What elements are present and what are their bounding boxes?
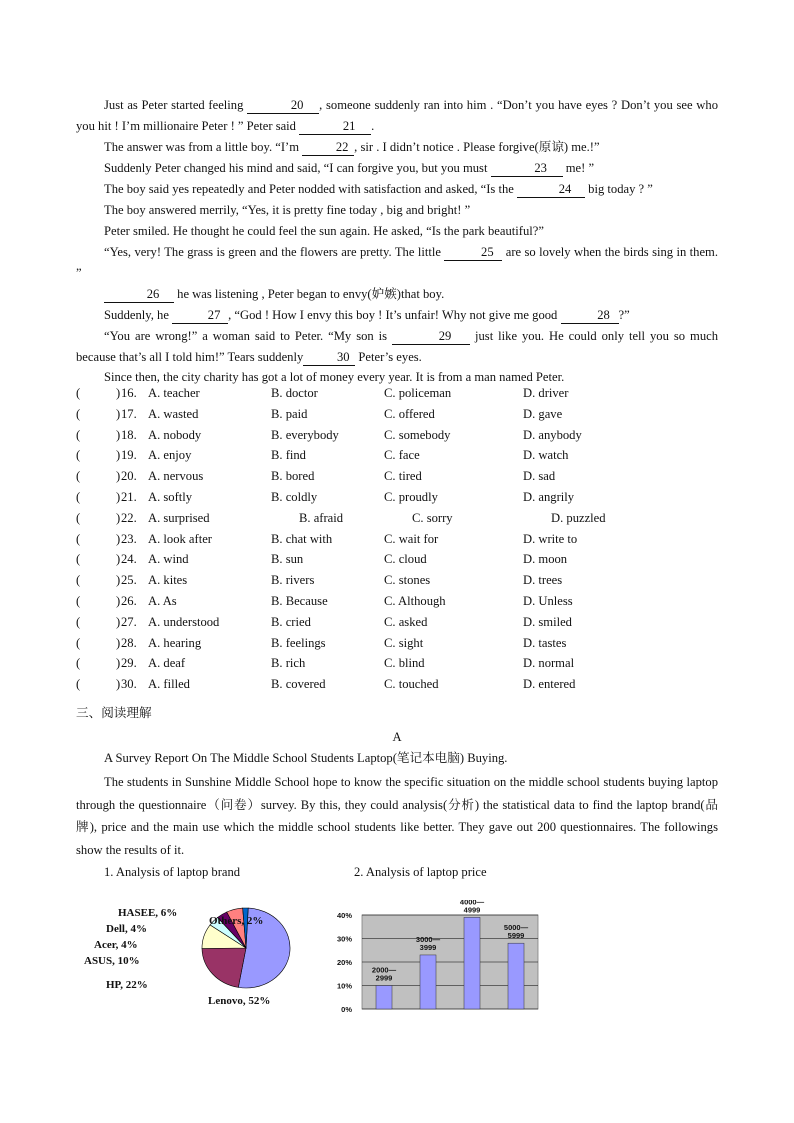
text: . <box>371 118 375 133</box>
y-tick-label: 10% <box>336 981 352 991</box>
bar-category-label: 3000— <box>415 934 441 944</box>
text: , sir . I didn’t notice . Please forgive(原谅) me.!” <box>354 140 600 154</box>
question-row <box>76 677 718 697</box>
option-c[interactable]: C. Although <box>384 594 446 608</box>
section-title: 三、阅读理解 <box>76 706 152 720</box>
answer-bracket-open[interactable]: ( <box>76 573 81 588</box>
question-number: 18. <box>121 427 137 442</box>
option-b[interactable]: B. afraid <box>299 510 344 525</box>
option-c[interactable]: C. stones <box>384 573 431 588</box>
option-c[interactable]: C. somebody <box>384 427 451 442</box>
option-d[interactable]: D. Unless <box>523 594 573 608</box>
answer-bracket-open[interactable]: ( <box>76 635 81 650</box>
text: he was listening , Peter began to envy(妒嫉)that boy. <box>174 287 445 301</box>
pie-label-dell: Dell, 4% <box>106 923 147 935</box>
option-d[interactable]: D. watch <box>523 448 569 463</box>
answer-bracket-close: ) <box>116 448 121 463</box>
answer-bracket-open[interactable]: ( <box>76 510 81 525</box>
option-c[interactable]: C. blind <box>384 656 425 671</box>
y-tick-label: 30% <box>336 934 352 944</box>
option-a[interactable]: A. softly <box>148 490 193 504</box>
text: Just as Peter started feeling <box>104 98 248 112</box>
option-a[interactable]: A. deaf <box>148 656 186 671</box>
question-number: 17. <box>121 406 137 421</box>
question-row <box>76 469 718 489</box>
brand-pie-chart <box>76 896 326 1021</box>
option-b[interactable]: B. feelings <box>271 635 326 650</box>
option-d[interactable]: D. sad <box>523 469 556 484</box>
answer-bracket-close: ) <box>116 531 121 546</box>
blank-21: 21 <box>299 118 371 135</box>
option-c[interactable]: C. asked <box>384 614 428 629</box>
option-d[interactable]: D. driver <box>523 386 569 400</box>
answer-bracket-open[interactable]: ( <box>76 490 81 504</box>
question-number: 23. <box>121 531 137 546</box>
answer-bracket-close: ) <box>116 469 121 484</box>
text: “Yes, very! The grass is green and the flowers are pretty. The little <box>104 245 445 259</box>
option-c[interactable]: C. proudly <box>384 490 438 504</box>
option-c[interactable]: C. sight <box>384 635 424 650</box>
question-row <box>76 490 718 510</box>
passage-title: A Survey Report On The Middle School Students Laptop(笔记本电脑) Buying. <box>104 751 508 765</box>
answer-bracket-close: ) <box>116 614 121 629</box>
question-number: 27. <box>121 614 137 629</box>
option-a[interactable]: A. understood <box>148 614 220 629</box>
option-b[interactable]: B. Because <box>271 594 328 608</box>
bar-category-label: 3999 <box>419 942 437 952</box>
question-row <box>76 511 718 531</box>
question-number: 19. <box>121 448 137 463</box>
question-row <box>76 636 718 656</box>
answer-bracket-close: ) <box>116 427 121 442</box>
question-row <box>76 407 718 427</box>
passage-label: A <box>392 730 402 744</box>
option-d[interactable]: D. write to <box>523 531 578 546</box>
bar-category-label: 5999 <box>507 931 525 941</box>
option-b[interactable]: B. sun <box>271 552 304 567</box>
text: Suddenly, he <box>104 308 173 322</box>
answer-bracket-open[interactable]: ( <box>76 614 81 629</box>
option-c[interactable]: C. face <box>384 448 420 463</box>
blank-26: 26 <box>104 286 174 303</box>
passage-body: The students in Sunshine Middle School hope to know the specific situation on the middle school students buying laptop through the questionnaire（问卷）survey. By this, they could analysis(分析) the statistical data to find the laptop brand(品牌), price and the main use which the middle school students like better. They gave out 200 questionnaires. The followings show the results of it. <box>76 775 718 857</box>
cloze-paragraph-6: Peter smiled. He thought he could feel the sun again. He asked, “Is the park beautiful?” <box>104 224 544 238</box>
text: ?” <box>618 308 630 322</box>
option-b[interactable]: B. rivers <box>271 573 315 588</box>
blank-29: 29 <box>392 328 470 345</box>
option-a[interactable]: A. look after <box>148 531 212 546</box>
cloze-paragraph-5: The boy answered merrily, “Yes, it is pretty fine today , big and bright! ” <box>104 203 471 217</box>
question-number: 21. <box>121 490 137 504</box>
option-b[interactable]: B. rich <box>271 656 306 671</box>
question-number: 26. <box>121 594 137 608</box>
option-b[interactable]: B. everybody <box>271 427 339 442</box>
answer-bracket-open[interactable]: ( <box>76 677 81 692</box>
question-row <box>76 386 718 406</box>
option-b[interactable]: B. find <box>271 448 306 463</box>
bar-category-label: 4000— <box>459 900 485 907</box>
text: Peter’s eyes. <box>355 349 422 364</box>
answer-bracket-open[interactable]: ( <box>76 448 81 463</box>
option-d[interactable]: D. trees <box>523 573 563 588</box>
blank-20: 20 <box>247 97 319 114</box>
y-tick-label: 40% <box>336 911 352 920</box>
option-d[interactable]: D. moon <box>523 552 568 567</box>
option-b[interactable]: B. paid <box>271 406 308 421</box>
option-a[interactable]: A. surprised <box>148 510 210 525</box>
bar-category-label: 2999 <box>375 973 393 983</box>
option-d[interactable]: D. tastes <box>523 635 567 650</box>
option-b[interactable]: B. doctor <box>271 386 318 400</box>
y-tick-label: 0% <box>341 1005 352 1014</box>
answer-bracket-close: ) <box>116 406 121 421</box>
question-number: 30. <box>121 677 137 692</box>
cloze-paragraph-7 <box>76 242 718 284</box>
answer-bracket-close: ) <box>116 386 121 400</box>
question-row <box>76 656 718 676</box>
option-c[interactable]: C. cloud <box>384 552 427 567</box>
option-d[interactable]: D. normal <box>523 656 575 671</box>
answer-bracket-close: ) <box>116 656 121 671</box>
answer-bracket-open[interactable]: ( <box>76 386 81 400</box>
cloze-paragraph-2 <box>76 137 718 158</box>
pie-label-hp: HP, 22% <box>106 979 148 991</box>
cloze-paragraph-3 <box>76 158 718 179</box>
cloze-paragraph-11: Since then, the city charity has got a lot of money every year. It is from a man named Peter. <box>104 370 565 384</box>
question-row <box>76 615 718 635</box>
answer-bracket-close: ) <box>116 490 121 504</box>
price-bar <box>420 955 436 1009</box>
option-b[interactable]: B. chat with <box>271 531 333 546</box>
answer-bracket-open[interactable]: ( <box>76 656 81 671</box>
answer-bracket-open[interactable]: ( <box>76 552 81 567</box>
question-number: 20. <box>121 469 137 484</box>
option-c[interactable]: C. offered <box>384 406 435 421</box>
question-number: 16. <box>121 386 137 400</box>
option-a[interactable]: A. filled <box>148 677 190 692</box>
text: me! ” <box>562 161 595 175</box>
y-tick-label: 20% <box>336 958 352 967</box>
text: are so lovely when the birds sing in them. ” <box>76 245 718 280</box>
price-bar <box>464 917 480 1009</box>
cloze-paragraph-1 <box>76 95 718 137</box>
question-row <box>76 573 718 593</box>
option-a[interactable]: A. enjoy <box>148 448 192 463</box>
answer-bracket-open[interactable]: ( <box>76 406 81 421</box>
text: , someone suddenly ran into him . “Don’t you have eyes ? Don’t you see who you hit ! I’m millionaire Peter ! ” Peter said <box>76 98 718 133</box>
question-row <box>76 448 718 468</box>
option-c[interactable]: C. policeman <box>384 386 452 400</box>
option-d[interactable]: D. angrily <box>523 490 575 504</box>
option-d[interactable]: D. entered <box>523 677 576 692</box>
option-a[interactable]: A. kites <box>148 573 188 588</box>
caption-price: 2. Analysis of laptop price <box>354 865 487 879</box>
pie-slice-hp <box>202 948 246 987</box>
blank-25: 25 <box>444 244 502 261</box>
option-d[interactable]: D. gave <box>523 406 563 421</box>
option-b[interactable]: B. coldly <box>271 490 318 504</box>
question-row <box>76 532 718 552</box>
answer-bracket-close: ) <box>116 635 121 650</box>
bar-category-label: 5000— <box>503 923 529 933</box>
pie-label-asus: ASUS, 10% <box>84 955 140 967</box>
answer-bracket-close: ) <box>116 573 121 588</box>
bar-category-label: 2000— <box>371 965 397 975</box>
answer-bracket-open[interactable]: ( <box>76 427 81 442</box>
text: just like you. He could only tell you so much because that’s all I told him!” Tears suddenly <box>76 329 719 364</box>
question-row <box>76 552 718 572</box>
option-b[interactable]: B. bored <box>271 469 315 484</box>
option-c[interactable]: C. wait for <box>384 531 439 546</box>
price-bar-chart <box>318 900 548 1020</box>
text: Suddenly Peter changed his mind and said, “I can forgive you, but you must <box>104 161 491 175</box>
option-b[interactable]: B. cried <box>271 614 311 629</box>
text: The boy said yes repeatedly and Peter nodded with satisfaction and asked, “Is the <box>104 182 518 196</box>
blank-27: 27 <box>172 307 228 324</box>
blank-30: 30 <box>303 349 355 366</box>
option-a[interactable]: A. teacher <box>148 386 200 400</box>
blank-22: 22 <box>302 139 354 156</box>
price-bar <box>376 986 392 1010</box>
option-b[interactable]: B. covered <box>271 677 326 692</box>
answer-bracket-open[interactable]: ( <box>76 469 81 484</box>
question-row <box>76 594 718 614</box>
question-number: 29. <box>121 656 137 671</box>
option-c[interactable]: C. touched <box>384 677 439 692</box>
option-a[interactable]: A. nobody <box>148 427 202 442</box>
pie-label-others: Others, 2% <box>209 915 264 927</box>
option-d[interactable]: D. anybody <box>523 427 582 442</box>
option-d[interactable]: D. puzzled <box>551 510 606 525</box>
option-a[interactable]: A. wasted <box>148 406 199 421</box>
answer-bracket-close: ) <box>116 510 121 525</box>
question-number: 22. <box>121 510 137 525</box>
answer-bracket-close: ) <box>116 594 121 608</box>
blank-28: 28 <box>561 307 619 324</box>
option-a[interactable]: A. wind <box>148 552 189 567</box>
option-a[interactable]: A. As <box>148 594 177 608</box>
price-bar <box>508 943 524 1009</box>
question-number: 25. <box>121 573 137 588</box>
blank-23: 23 <box>491 160 563 177</box>
answer-bracket-close: ) <box>116 677 121 692</box>
question-row <box>76 428 718 448</box>
cloze-paragraph-4 <box>76 179 718 200</box>
option-c[interactable]: C. sorry <box>412 510 453 525</box>
pie-label-lenovo: Lenovo, 52% <box>208 995 271 1007</box>
question-number: 24. <box>121 552 137 567</box>
text: big today ? ” <box>585 182 653 196</box>
text: The answer was from a little boy. “I’m <box>104 140 303 154</box>
pie-label-hasee: HASEE, 6% <box>118 907 178 919</box>
question-number: 28. <box>121 635 137 650</box>
option-a[interactable]: A. hearing <box>148 635 202 650</box>
answer-bracket-open[interactable]: ( <box>76 594 81 608</box>
blank-24: 24 <box>517 181 585 198</box>
text: “You are wrong!” a woman said to Peter. “My son is <box>104 329 393 343</box>
cloze-paragraph-9 <box>76 305 718 326</box>
option-a[interactable]: A. nervous <box>148 469 204 484</box>
option-c[interactable]: C. tired <box>384 469 422 484</box>
cloze-paragraph-10 <box>76 326 718 368</box>
pie-label-acer: Acer, 4% <box>94 939 138 951</box>
answer-bracket-close: ) <box>116 552 121 567</box>
caption-brand: 1. Analysis of laptop brand <box>104 865 241 879</box>
text: , “God ! How I envy this boy ! It’s unfair! Why not give me good <box>228 308 561 322</box>
answer-bracket-open[interactable]: ( <box>76 531 81 546</box>
cloze-paragraph-8 <box>76 284 718 305</box>
option-d[interactable]: D. smiled <box>523 614 572 629</box>
bar-category-label: 4999 <box>463 905 481 915</box>
